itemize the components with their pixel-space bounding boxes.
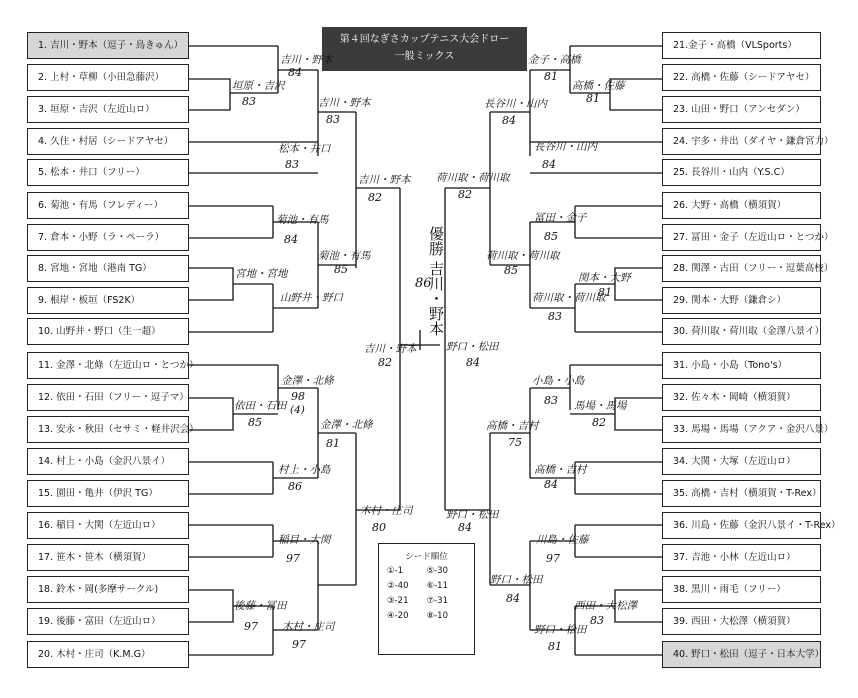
hw-winner: 川島・佐藤 xyxy=(536,534,589,546)
entry-20: 20. 木村・庄司（K.M.G） xyxy=(27,641,189,668)
hw-winner: 木村・庄司 xyxy=(282,621,335,633)
hw-score: 84 xyxy=(506,592,520,605)
seed-item: ⑤-30 xyxy=(426,566,449,576)
entry-6: 6. 菊池・有馬（フレディー） xyxy=(27,192,189,219)
hw-winner: 荷川取・荷川取 xyxy=(532,292,606,304)
entry-8: 8. 宮地・宮地（港南 TG） xyxy=(27,255,189,282)
entry-11: 11. 金澤・北條（左近山ロ・とつか） xyxy=(27,352,189,379)
hw-winner: 高橋・佐藤 xyxy=(572,80,625,92)
entry-3: 3. 垣原・吉沢（左近山ロ） xyxy=(27,96,189,123)
hw-score: 84 xyxy=(458,521,472,534)
hw-score: 84 xyxy=(288,66,302,79)
hw-score: 84 xyxy=(542,158,556,171)
hw-winner: 冨田・金子 xyxy=(534,212,587,224)
hw-score: 81 xyxy=(326,437,340,450)
entry-30: 30. 荷川取・荷川取（金澤八景イ） xyxy=(662,318,821,345)
hw-winner: 野口・松田 xyxy=(446,341,499,353)
champion-score: 86 xyxy=(415,276,432,291)
entry-26: 26. 大野・高橋（横須賀） xyxy=(662,192,821,219)
hw-winner: 松本・井口 xyxy=(278,143,331,155)
entry-23: 23. 山田・野口（アンセダン） xyxy=(662,96,821,123)
hw-score: 82 xyxy=(592,416,606,429)
entry-17: 17. 笹木・笹木（横須賀） xyxy=(27,544,189,571)
hw-score: 97 xyxy=(244,620,258,633)
entry-32: 32. 佐々木・岡崎（横須賀） xyxy=(662,384,821,411)
entry-38: 38. 黒川・雨毛（フリー） xyxy=(662,576,821,603)
hw-score: 82 xyxy=(458,188,472,201)
seed-item: ④-20 xyxy=(387,611,409,621)
hw-winner: 村上・小島 xyxy=(278,464,331,476)
hw-winner: 吉川・野本 xyxy=(358,174,411,186)
hw-winner: 宮地・宮地 xyxy=(235,268,288,280)
hw-score: 81 xyxy=(548,640,562,653)
hw-winner: 金澤・北條 xyxy=(281,375,334,387)
hw-score: 85 xyxy=(544,230,558,243)
hw-winner: 荷川取・荷川取 xyxy=(436,172,510,184)
hw-winner: 金澤・北條 xyxy=(320,419,373,431)
hw-winner: 稲目・大関 xyxy=(278,534,331,546)
entry-12: 12. 依田・石田（フリー・逗子マ） xyxy=(27,384,189,411)
hw-winner: 馬場・馬場 xyxy=(574,400,627,412)
seed-order-grid xyxy=(379,566,474,621)
hw-score: 83 xyxy=(285,158,299,171)
entry-25: 25. 長谷川・山内（Y.S.C） xyxy=(662,159,821,186)
hw-score: 85 xyxy=(504,264,518,277)
seed-item: ⑥-11 xyxy=(426,581,449,591)
entry-36: 36. 川島・佐藤（金沢八景イ・T-Rex） xyxy=(662,512,821,539)
entry-29: 29. 関本・大野（鎌倉シ） xyxy=(662,287,821,314)
hw-score: 97 xyxy=(292,638,306,651)
entry-40: 40. 野口・松田（逗子・日本大学） xyxy=(662,641,821,668)
hw-note: (4) xyxy=(290,404,305,416)
entry-35: 35. 高橋・吉村（横須賀・T-Rex） xyxy=(662,480,821,507)
hw-score: 85 xyxy=(248,416,262,429)
hw-score: 75 xyxy=(508,436,522,449)
hw-score: 81 xyxy=(544,70,558,83)
hw-score: 83 xyxy=(544,394,558,407)
hw-winner: 金子・高橋 xyxy=(528,54,581,66)
hw-winner: 吉川・野本 xyxy=(364,343,417,355)
hw-winner: 木村・庄司 xyxy=(360,505,413,517)
hw-score: 85 xyxy=(334,263,348,276)
hw-score: 82 xyxy=(368,191,382,204)
hw-score: 84 xyxy=(284,233,298,246)
hw-winner: 長谷川・山内 xyxy=(484,98,547,110)
entry-37: 37. 吉池・小林（左近山ロ） xyxy=(662,544,821,571)
entry-31: 31. 小島・小島（Tono's） xyxy=(662,352,821,379)
entry-10: 10. 山野井・野口（生一超） xyxy=(27,318,189,345)
hw-winner: 菊池・有馬 xyxy=(318,250,371,262)
champion-label: 優勝 吉川・野本 xyxy=(427,226,445,336)
entry-28: 28. 関澤・古田（フリー・逗葉高校） xyxy=(662,255,821,282)
hw-score: 98 xyxy=(291,390,305,403)
hw-score: 83 xyxy=(548,310,562,323)
hw-winner: 吉川・野本 xyxy=(280,54,333,66)
entry-33: 33. 馬場・馬場（アクア・金沢八景） xyxy=(662,416,821,443)
hw-score: 97 xyxy=(286,552,300,565)
entry-9: 9. 根岸・板垣（FS2K） xyxy=(27,287,189,314)
entry-22: 22. 高橋・佐藤（シードアヤセ） xyxy=(662,64,821,91)
entry-13: 13. 安永・秋田（セサミ・軽井沢会） xyxy=(27,416,189,443)
seed-order-box xyxy=(378,543,475,655)
draw-title: 第４回なぎさカップテニス大会ドロー xyxy=(339,34,510,45)
hw-score: 97 xyxy=(546,552,560,565)
hw-winner: 後藤・冨田 xyxy=(234,600,287,612)
hw-winner: 依田・石田 xyxy=(234,400,287,412)
hw-score: 81 xyxy=(598,286,612,299)
entry-7: 7. 倉本・小野（ラ・ペーラ） xyxy=(27,224,189,251)
entry-39: 39. 西田・大松澤（横須賀） xyxy=(662,608,821,635)
hw-score: 84 xyxy=(502,114,516,127)
entry-18: 18. 鈴木・岡(多摩サークル) xyxy=(27,576,189,603)
hw-winner: 野口・松田 xyxy=(534,624,587,636)
entry-15: 15. 園田・亀井（伊沢 TG） xyxy=(27,480,189,507)
seed-item: ⑧-10 xyxy=(426,611,449,621)
hw-score: 82 xyxy=(378,356,392,369)
hw-score: 83 xyxy=(242,95,256,108)
entry-2: 2. 上村・草柳（小田急藤沢） xyxy=(27,64,189,91)
hw-score: 86 xyxy=(288,480,302,493)
entry-5: 5. 松本・井口（フリー） xyxy=(27,159,189,186)
seed-item: ⑦-31 xyxy=(426,596,449,606)
hw-score: 81 xyxy=(586,92,600,105)
hw-score: 83 xyxy=(326,113,340,126)
entry-4: 4. 久住・村居（シードアヤセ） xyxy=(27,128,189,155)
seed-item: ①-1 xyxy=(387,566,404,576)
entry-1: 1. 吉川・野本（逗子・鳥きゅん） xyxy=(27,32,189,59)
hw-winner: 高橋・吉村 xyxy=(534,464,587,476)
hw-score: 84 xyxy=(466,356,480,369)
seed-order-title: シード順位 xyxy=(405,552,448,562)
hw-winner: 山野井・野口 xyxy=(280,292,343,304)
hw-winner: 野口・松田 xyxy=(490,574,543,586)
entry-14: 14. 村上・小島（金沢八景イ） xyxy=(27,448,189,475)
hw-score: 80 xyxy=(372,521,386,534)
seed-item: ③-21 xyxy=(387,596,409,606)
hw-winner: 荷川取・荷川取 xyxy=(486,250,560,262)
hw-winner: 垣原・吉沢 xyxy=(232,80,285,92)
hw-winner: 長谷川・山内 xyxy=(534,141,597,153)
hw-winner: 小島・小島 xyxy=(532,375,585,387)
hw-winner: 野口・松田 xyxy=(446,509,499,521)
hw-winner: 関本・大野 xyxy=(578,272,631,284)
hw-winner: 菊池・有馬 xyxy=(276,214,329,226)
entry-21: 21.金子・高橋（VLSports） xyxy=(662,32,821,59)
entry-19: 19. 後藤・富田（左近山ロ） xyxy=(27,608,189,635)
entry-24: 24. 宇多・井出（ダイヤ・鎌倉宮力） xyxy=(662,128,821,155)
hw-score: 84 xyxy=(544,478,558,491)
seed-item: ②-40 xyxy=(387,581,409,591)
hw-winner: 西田・大松澤 xyxy=(574,600,637,612)
hw-winner: 高橋・吉村 xyxy=(486,420,539,432)
entry-34: 34. 大関・大塚（左近山ロ） xyxy=(662,448,821,475)
hw-score: 83 xyxy=(590,614,604,627)
entry-27: 27. 冨田・金子（左近山ロ・とつか） xyxy=(662,224,821,251)
draw-subtitle: 一般ミックス xyxy=(394,51,455,62)
hw-winner: 吉川・野本 xyxy=(318,97,371,109)
entry-16: 16. 稲目・大関（左近山ロ） xyxy=(27,512,189,539)
